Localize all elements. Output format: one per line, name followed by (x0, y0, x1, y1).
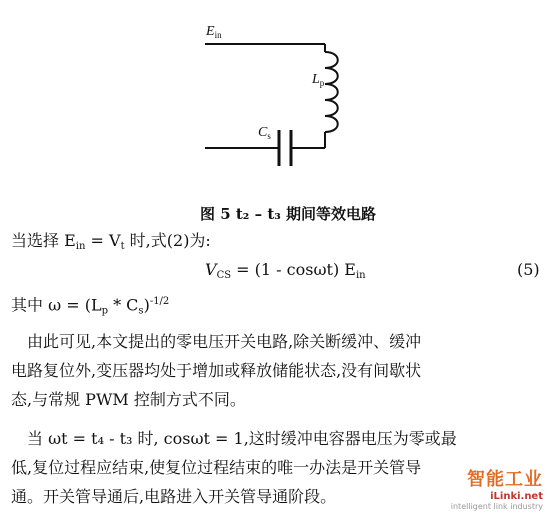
equivalent-circuit-diagram (0, 0, 551, 200)
paragraph-1-line-2: 电路复位外,变压器均处于增加或释放储能状态,没有间歇状 (11, 361, 422, 380)
cs-label: $C_s$ (258, 125, 271, 141)
watermark-tagline: intelligent link industry (450, 502, 543, 511)
watermark-brand: 智能工业 (467, 469, 543, 490)
lp-label: $L_p$ (312, 72, 325, 88)
equation-5: $V_{CS} = (1 - \cos\omega t)$ $E_{in}$ (205, 260, 366, 281)
paragraph-2-line-2: 低,复位过程应结束,使复位过程结束的唯一办法是开关管导 (11, 458, 422, 477)
paragraph-1-line-1: 由此可见,本文提出的零电压开关电路,除关断缓冲、缓冲 (11, 332, 422, 351)
watermark (451, 465, 543, 511)
ein-label: $E_{in}$ (206, 24, 222, 40)
figure-caption: 图 5 t₂ – t₃ 期间等效电路 (200, 205, 377, 223)
paragraph-2-line-3: 通。开关管导通后,电路进入开关管导通阶段。 (11, 487, 337, 506)
inductor-coil (325, 52, 338, 132)
equation-number: (5) (517, 260, 540, 279)
omega-definition: 其中 $\omega = (L_p * C_s)^{-1/2}$ (11, 295, 170, 317)
watermark-site: iLinki.net (490, 491, 543, 502)
paragraph-2-line-1: 当 ωt = t₄ - t₃ 时, cosωt = 1,这时缓冲电容器电压为零或最 (11, 429, 457, 448)
paragraph-1-line-3: 态,与常规 PWM 控制方式不同。 (11, 390, 246, 409)
selection-line: 当选择 $E_{in} = V_t$ 时,式(2)为: (11, 231, 211, 252)
